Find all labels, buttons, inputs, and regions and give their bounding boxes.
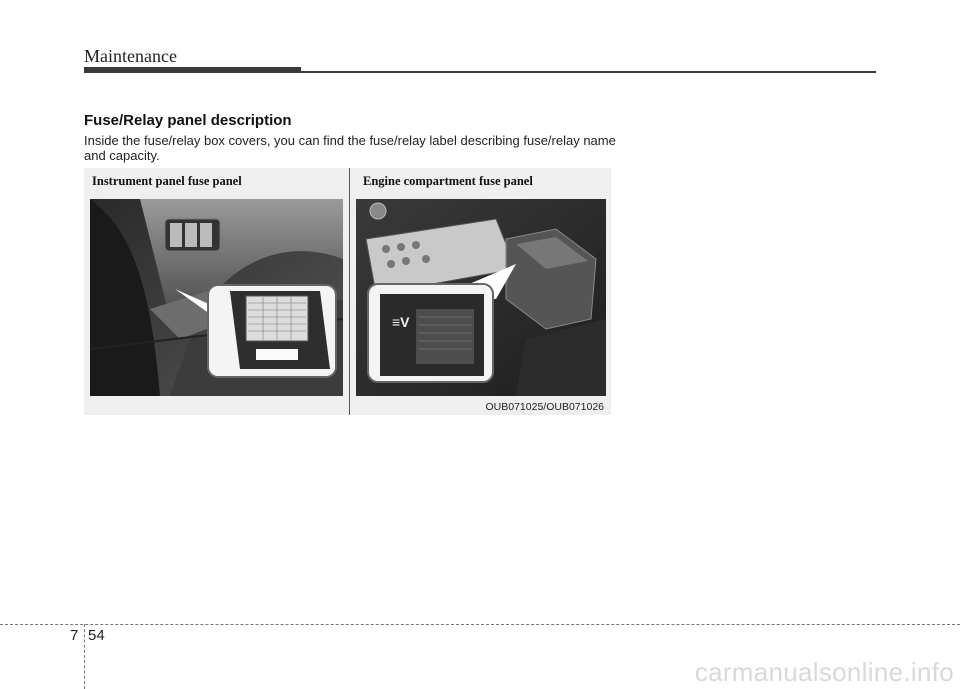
section-heading: Fuse/Relay panel description <box>84 112 292 129</box>
page-vertical-separator <box>84 624 85 689</box>
chapter-number: 7 <box>70 627 79 644</box>
header-title: Maintenance <box>84 46 177 66</box>
site-watermark: carmanualsonline.info <box>694 657 954 687</box>
engine-compartment-photo <box>356 199 606 396</box>
section-body: Inside the fuse/relay box covers, you can find the fuse/relay label describing fuse/relay name and capacity. <box>84 133 616 163</box>
instrument-panel-photo <box>90 199 343 396</box>
page-separator <box>0 624 960 625</box>
page-number: 54 <box>88 627 105 644</box>
header-rule-thin <box>84 71 876 73</box>
left-caption: Instrument panel fuse panel <box>92 174 242 188</box>
figure-divider <box>349 168 350 415</box>
svg-text:≡V: ≡V <box>392 314 410 330</box>
figure-code: OUB071025/OUB071026 <box>485 401 604 413</box>
right-caption: Engine compartment fuse panel <box>363 174 533 188</box>
fuse-panel-figure <box>84 168 611 415</box>
